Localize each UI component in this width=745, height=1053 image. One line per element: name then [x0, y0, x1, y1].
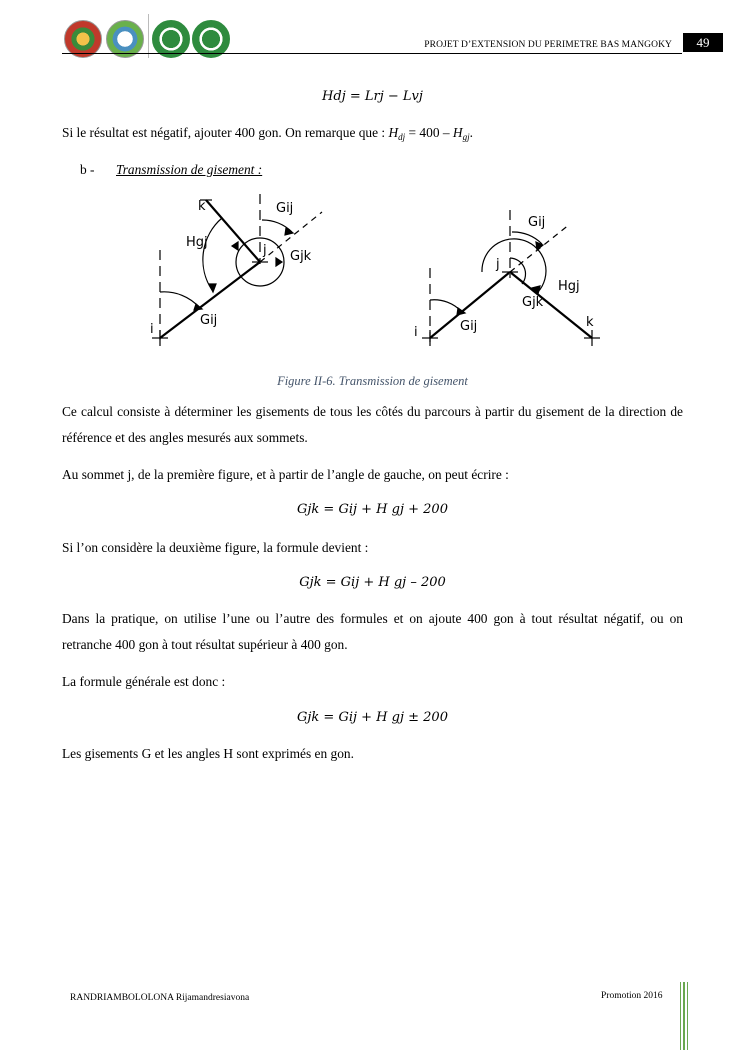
- label-gij-top-left: Gij: [276, 201, 294, 216]
- label-j-left: j: [263, 243, 267, 258]
- label-i-left: i: [150, 322, 154, 337]
- angle-arc-gij-left: [160, 292, 200, 308]
- paragraph-text: Si le résultat est négatif, ajouter 400 gon. On remarque que :: [62, 125, 389, 140]
- paragraph-pratique: Dans la pratique, on utilise l’une ou l’autre des formules et on ajoute 400 gon à tout résultat négatif, ou on retranche 400 gon à tout résultat supérieur à 400 gon.: [62, 611, 683, 652]
- footer-author: RANDRIAMBOLOLONA Rijamandresiavona: [70, 993, 250, 1003]
- label-k-right: k: [586, 315, 594, 330]
- angle-arc-hgj-left: [203, 218, 222, 290]
- subscript-dj: dj: [398, 132, 406, 142]
- logo-divider: [148, 14, 149, 58]
- footer-green-bar: [680, 982, 681, 1050]
- traverse-jk-left: [206, 200, 260, 262]
- figure-caption: Figure II-6. Transmission de gisement: [277, 374, 468, 388]
- subscript-gj: gj: [462, 132, 470, 142]
- footer-promotion: Promotion 2016: [601, 991, 663, 1001]
- label-hgj-left: Hgj: [186, 235, 208, 250]
- label-gjk-right: Gjk: [522, 295, 544, 310]
- equation-hdj: Hdj = Lrj − Lvj: [322, 89, 423, 104]
- symbol-h: H: [388, 125, 399, 140]
- label-hgj-right: Hgj: [558, 279, 580, 294]
- symbol-h: H: [452, 125, 463, 140]
- label-i-right: i: [414, 325, 418, 340]
- label-gjk-left: Gjk: [290, 249, 312, 264]
- paragraph-text: .: [469, 125, 473, 140]
- page-number: 49: [683, 33, 723, 52]
- paragraph-text: = 400 –: [405, 125, 453, 140]
- header-title: PROJET D’EXTENSION DU PERIMETRE BAS MANGOKY: [424, 40, 672, 50]
- equation-gjk-plus-200: Gjk = Gij + H gj + 200: [297, 502, 448, 517]
- footer-green-bar: [687, 982, 688, 1050]
- label-k-left: k: [198, 199, 206, 214]
- equation-gjk-plus-minus-200: Gjk = Gij + H gj ± 200: [297, 710, 448, 725]
- paragraph-unites: Les gisements G et les angles H sont exprimés en gon.: [62, 746, 354, 761]
- paragraph-formule-generale: La formule générale est donc :: [62, 674, 226, 689]
- label-gij-top-right: Gij: [528, 215, 546, 230]
- label-gij-bottom-left: Gij: [200, 313, 218, 328]
- paragraph-deuxieme-figure: Si l’on considère la deuxième figure, la formule devient :: [62, 540, 369, 555]
- figure-transmission-gisement: [130, 188, 610, 358]
- label-gij-bottom-right: Gij: [460, 319, 478, 334]
- label-j-right: j: [496, 257, 500, 272]
- section-label: b -: [80, 162, 95, 177]
- paragraph-sommet-j: Au sommet j, de la première figure, et à partir de l’angle de gauche, on peut écrire :: [62, 467, 509, 482]
- footer-green-bar: [683, 982, 685, 1050]
- paragraph-calculation: Ce calcul consiste à déterminer les gisements de tous les côtés du parcours à partir du gisement de la direction de référence et des angles mesurés aux sommets.: [62, 404, 683, 445]
- header-rule: [62, 53, 682, 54]
- equation-gjk-minus-200: Gjk = Gij + H gj – 200: [299, 575, 446, 590]
- section-title: Transmission de gisement :: [116, 162, 263, 177]
- paragraph-negative-result: [62, 120, 683, 150]
